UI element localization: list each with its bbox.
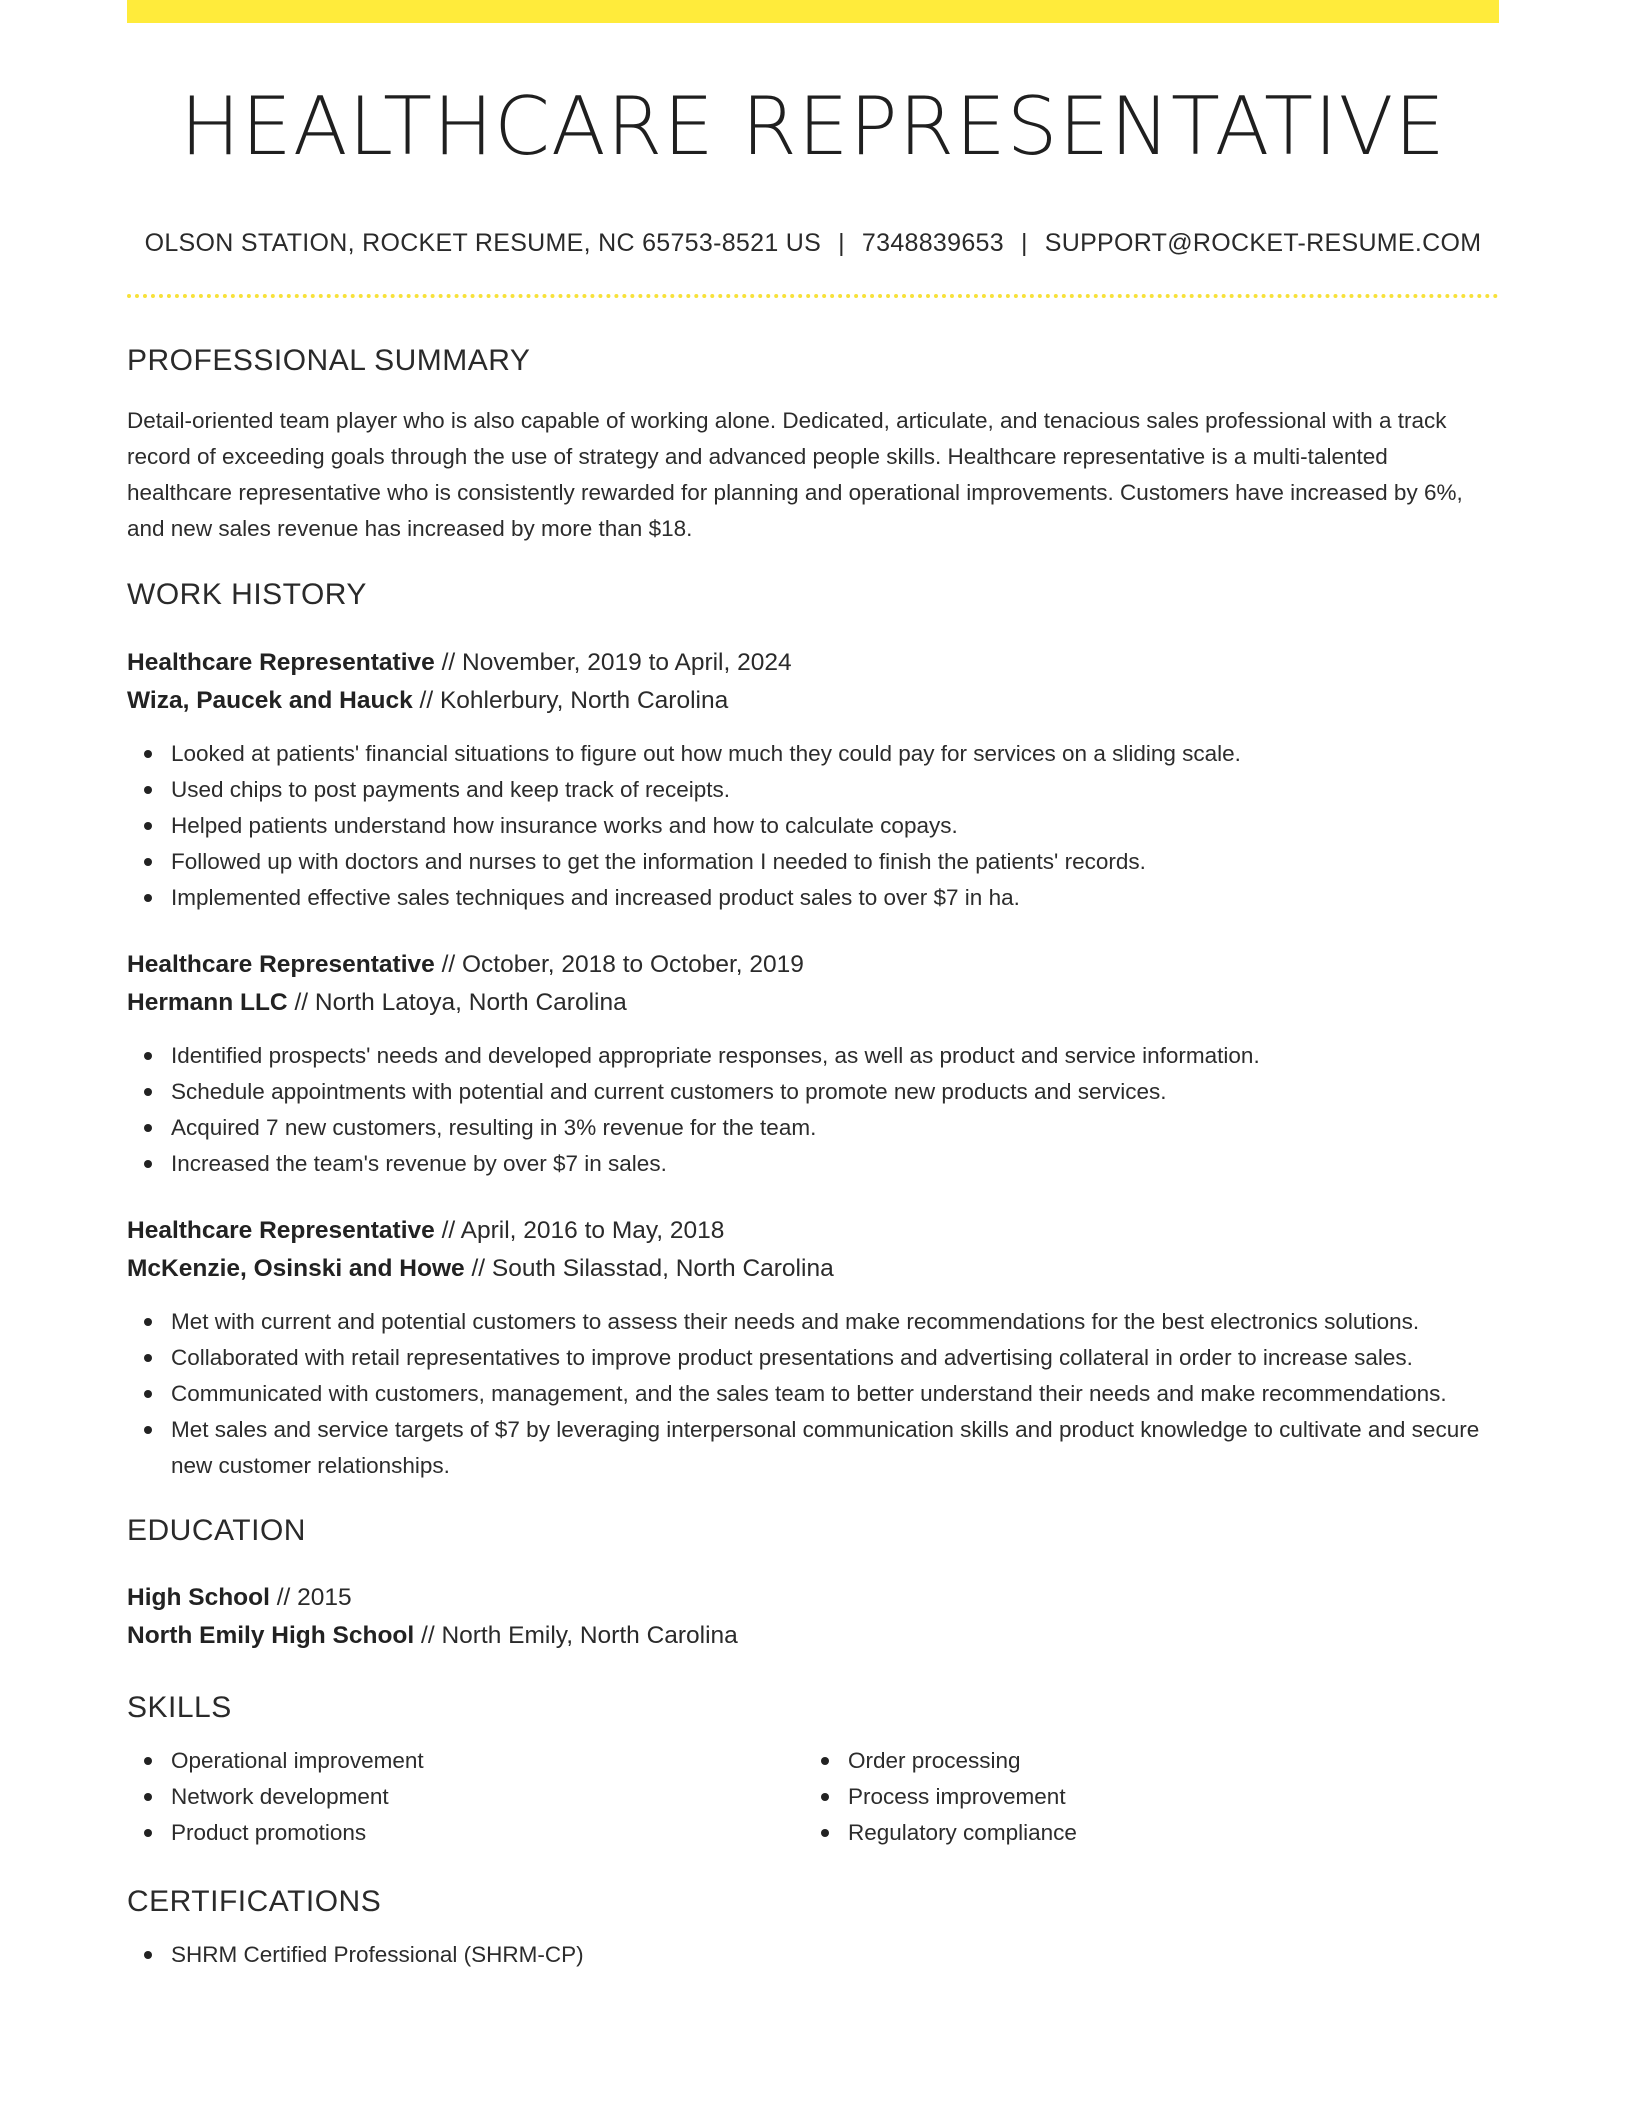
education-year: 2015 <box>297 1584 352 1611</box>
job-bullet: Implemented effective sales techniques and increased product sales to over $7 in ha. <box>171 880 1499 916</box>
job-bullet: Met sales and service targets of $7 by leveraging interpersonal communication skills and product knowledge to cultivate and secure new customer relationships. <box>171 1412 1499 1484</box>
summary-heading: PROFESSIONAL SUMMARY <box>127 344 531 377</box>
job-location: South Silasstad, North Carolina <box>491 1255 834 1282</box>
education-school-line <box>127 1617 1499 1655</box>
job-bullet: Increased the team's revenue by over $7 in sales. <box>171 1146 1499 1182</box>
work-history-heading: WORK HISTORY <box>127 578 367 611</box>
job-company: Wiza, Paucek and Hauck <box>127 687 413 714</box>
education-separator: // <box>269 1584 298 1611</box>
education-location: North Emily, North Carolina <box>441 1622 738 1649</box>
education-school: North Emily High School <box>127 1622 415 1649</box>
job-title-line <box>127 946 1499 984</box>
education-degree: High School <box>127 1584 270 1611</box>
skills-grid <box>127 1743 1499 1851</box>
job-dates: November, 2019 to April, 2024 <box>462 649 792 676</box>
job-separator: // <box>464 1255 492 1282</box>
skills-column-left <box>127 1743 804 1851</box>
job-separator: // <box>412 687 440 714</box>
skill-item: Process improvement <box>848 1779 1481 1815</box>
job-role: Healthcare Representative <box>127 951 435 978</box>
summary-text: Detail-oriented team player who is also capable of working alone. Dedicated, articulate, and tenacious sales professional with a track record of exceeding goals through the use of strategy and advanced people skills. Healthcare representative is a multi-talented healthcare representative who is consistently rewarded for planning and operational improvements. Customers have increased by 6%, and new sales revenue has increased by more than $18. <box>127 408 1463 541</box>
job-separator: // <box>434 951 462 978</box>
job-separator: // <box>434 649 462 676</box>
job-company-line <box>127 682 1499 720</box>
job-bullet: Used chips to post payments and keep track of receipts. <box>171 772 1499 808</box>
job-bullets <box>127 1038 1499 1182</box>
skill-item: Network development <box>171 1779 804 1815</box>
job-location: Kohlerbury, North Carolina <box>439 687 729 714</box>
job-bullets <box>127 1304 1499 1484</box>
skills-column-right <box>804 1743 1481 1851</box>
job-company-line <box>127 984 1499 1022</box>
contact-line <box>127 229 1499 258</box>
job-bullet: Communicated with customers, management, and the sales team to better understand their needs and make recommendations. <box>171 1376 1499 1412</box>
job-company: McKenzie, Osinski and Howe <box>127 1255 465 1282</box>
job-bullet: Schedule appointments with potential and current customers to promote new products and services. <box>171 1074 1499 1110</box>
job-separator: // <box>434 1217 461 1244</box>
job-bullet: Helped patients understand how insurance works and how to calculate copays. <box>171 808 1499 844</box>
education-heading: EDUCATION <box>127 1514 306 1547</box>
skills-heading: SKILLS <box>127 1691 232 1724</box>
certifications-list <box>127 1937 1499 1973</box>
job-company: Hermann LLC <box>127 989 288 1016</box>
education-entry <box>127 1579 1499 1655</box>
education-degree-line <box>127 1579 1499 1617</box>
job-bullet: Followed up with doctors and nurses to get the information I needed to finish the patients' records. <box>171 844 1499 880</box>
header-divider <box>127 294 1499 298</box>
job-bullet: Acquired 7 new customers, resulting in 3% revenue for the team. <box>171 1110 1499 1146</box>
skill-item: Product promotions <box>171 1815 804 1851</box>
education-separator: // <box>414 1622 442 1649</box>
contact-phone: 7348839653 <box>861 229 1004 257</box>
job-entry <box>127 644 1499 916</box>
job-location: North Latoya, North Carolina <box>314 989 627 1016</box>
job-bullet: Identified prospects' needs and developed appropriate responses, as well as product and service information. <box>171 1038 1499 1074</box>
job-dates: April, 2016 to May, 2018 <box>460 1217 725 1244</box>
contact-address: OLSON STATION, ROCKET RESUME, NC 65753-8521 US <box>144 229 822 257</box>
skill-item: Operational improvement <box>171 1743 804 1779</box>
resume-page <box>127 0 1499 1973</box>
job-entry <box>127 1212 1499 1484</box>
certifications-heading: CERTIFICATIONS <box>127 1885 382 1918</box>
job-bullets <box>127 736 1499 916</box>
job-role: Healthcare Representative <box>127 1217 435 1244</box>
job-title-line <box>127 644 1499 682</box>
job-bullet: Met with current and potential customers to assess their needs and make recommendations for the best electronics solutions. <box>171 1304 1499 1340</box>
job-separator: // <box>287 989 315 1016</box>
contact-email: SUPPORT@ROCKET-RESUME.COM <box>1044 229 1482 257</box>
job-bullet: Collaborated with retail representatives to improve product presentations and advertising collateral in order to increase sales. <box>171 1340 1499 1376</box>
skill-item: Order processing <box>848 1743 1481 1779</box>
job-bullet: Looked at patients' financial situations to figure out how much they could pay for services on a sliding scale. <box>171 736 1499 772</box>
job-role: Healthcare Representative <box>127 649 435 676</box>
accent-bar <box>127 0 1499 23</box>
certification-item: SHRM Certified Professional (SHRM-CP) <box>171 1937 1499 1973</box>
contact-separator: | <box>1020 229 1028 257</box>
job-title-line <box>127 1212 1499 1250</box>
job-dates: October, 2018 to October, 2019 <box>462 951 804 978</box>
job-company-line <box>127 1250 1499 1288</box>
skill-item: Regulatory compliance <box>848 1815 1481 1851</box>
contact-separator: | <box>838 229 845 257</box>
resume-name: HEALTHCARE REPRESENTATIVE <box>180 80 1446 173</box>
job-entry <box>127 946 1499 1182</box>
